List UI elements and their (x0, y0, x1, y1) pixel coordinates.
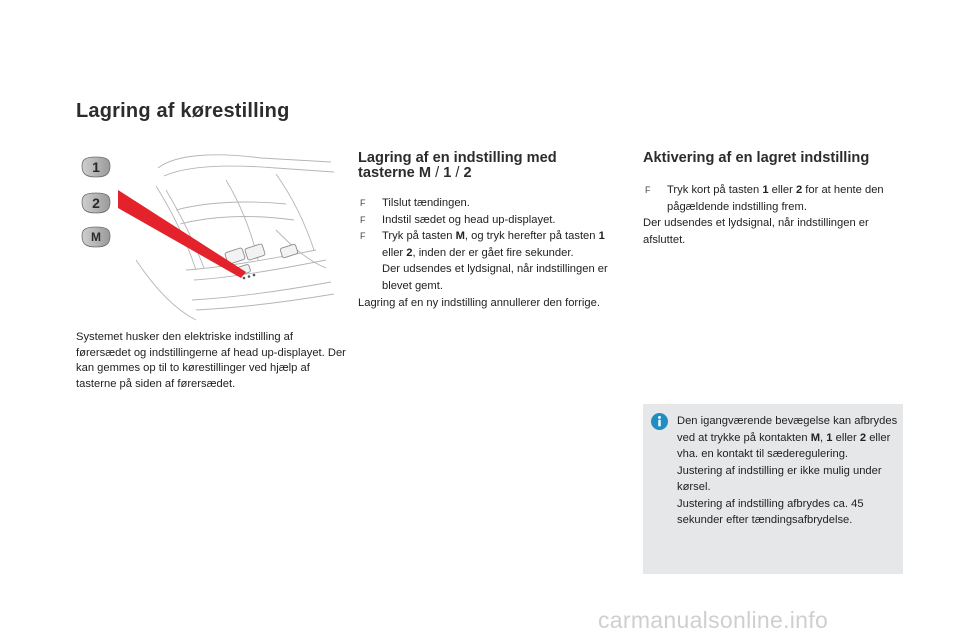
activate-setting-heading: Aktivering af en lagret indstilling (643, 150, 870, 166)
heading-key-1: 1 (443, 165, 452, 181)
info-text-part: eller (832, 431, 860, 444)
info-icon (651, 413, 668, 430)
info-text-part: eller vha. en kontakt til sæderegulering. (677, 431, 891, 460)
activate-setting-body (643, 182, 911, 248)
key-m: M (455, 230, 465, 243)
button-2-label: 2 (92, 195, 100, 211)
key-2: 2 (795, 184, 803, 196)
watermark: carmanualsonline.info (598, 607, 829, 633)
step-item (358, 228, 626, 261)
step-text: eller (382, 246, 407, 259)
intro-text: Systemet husker den elektriske indstilling af førersædet og indstillingerne af head up-displayet. Der kan gemmes op til to kørestillinger ved hjælp af tasterne på siden af førersædet. (76, 331, 346, 390)
seat-drawing (136, 155, 334, 320)
step-text: Indstil sædet og head up-displayet. (382, 213, 556, 226)
button-m-label: M (91, 230, 101, 244)
activate-footer-text: Der udsendes et lydsignal, når indstillingen er afsluttet. (643, 217, 869, 246)
info-text-part: Den igangværende bevægelse kan afbrydes ved at trykke på kontakten (677, 415, 898, 444)
store-setting-heading (358, 151, 628, 181)
heading-separator: / (451, 165, 464, 181)
step-note: Der udsendes et lydsignal, når indstillingen er blevet gemt. (382, 263, 608, 292)
step-text: eller (768, 184, 796, 196)
step-item (358, 212, 626, 229)
key-2: 2 (859, 431, 867, 444)
step-text: , og tryk herefter på tasten (464, 230, 599, 243)
heading-prefix: tasterne (358, 165, 419, 181)
step-arrow-icon: F (360, 198, 366, 208)
memory-button-2-icon (82, 193, 110, 213)
store-setting-body (358, 195, 626, 311)
step-item (358, 195, 626, 212)
pointer-arrow (118, 190, 246, 278)
page-title: Lagring af kørestilling (76, 100, 290, 122)
memory-button-m-icon (82, 227, 110, 247)
store-heading-line1: Lagring af en indstilling med (358, 150, 557, 166)
step-text: , inden der er gået fire sekunder. (412, 246, 574, 259)
info-box (643, 404, 903, 574)
step-text: for at hente den pågældende indstilling frem. (667, 184, 884, 213)
info-paragraph (677, 413, 899, 463)
store-heading-line2 (358, 166, 628, 181)
seat-memory-illustration (76, 150, 336, 322)
info-text (677, 413, 899, 529)
memory-button-1-icon (82, 157, 110, 177)
step-text: Tilslut tændingen. (382, 197, 470, 209)
step-text: Tryk på tasten (382, 230, 456, 243)
heading-separator: / (431, 165, 444, 181)
step-arrow-icon: F (360, 231, 366, 242)
store-footer-text: Lagring af en ny indstilling annullerer den forrige. (358, 296, 600, 309)
heading-key-2: 2 (463, 165, 472, 181)
step-text: Tryk kort på tasten (667, 184, 763, 196)
key-1: 1 (762, 184, 769, 196)
key-1: 1 (826, 431, 833, 444)
info-paragraph: Justering af indstilling afbrydes ca. 45 sekunder efter tændingsafbrydelse. (677, 497, 864, 526)
step-item (643, 182, 911, 215)
key-m: M (810, 431, 821, 444)
info-paragraph: Justering af indstilling er ikke mulig under kørsel. (677, 464, 882, 493)
key-2: 2 (406, 246, 413, 259)
button-1-label: 1 (92, 159, 100, 175)
key-1: 1 (598, 230, 605, 243)
step-arrow-icon: F (360, 214, 366, 225)
info-text-part: , (820, 431, 827, 444)
step-arrow-icon: F (645, 185, 651, 195)
heading-key-m: M (418, 165, 432, 181)
